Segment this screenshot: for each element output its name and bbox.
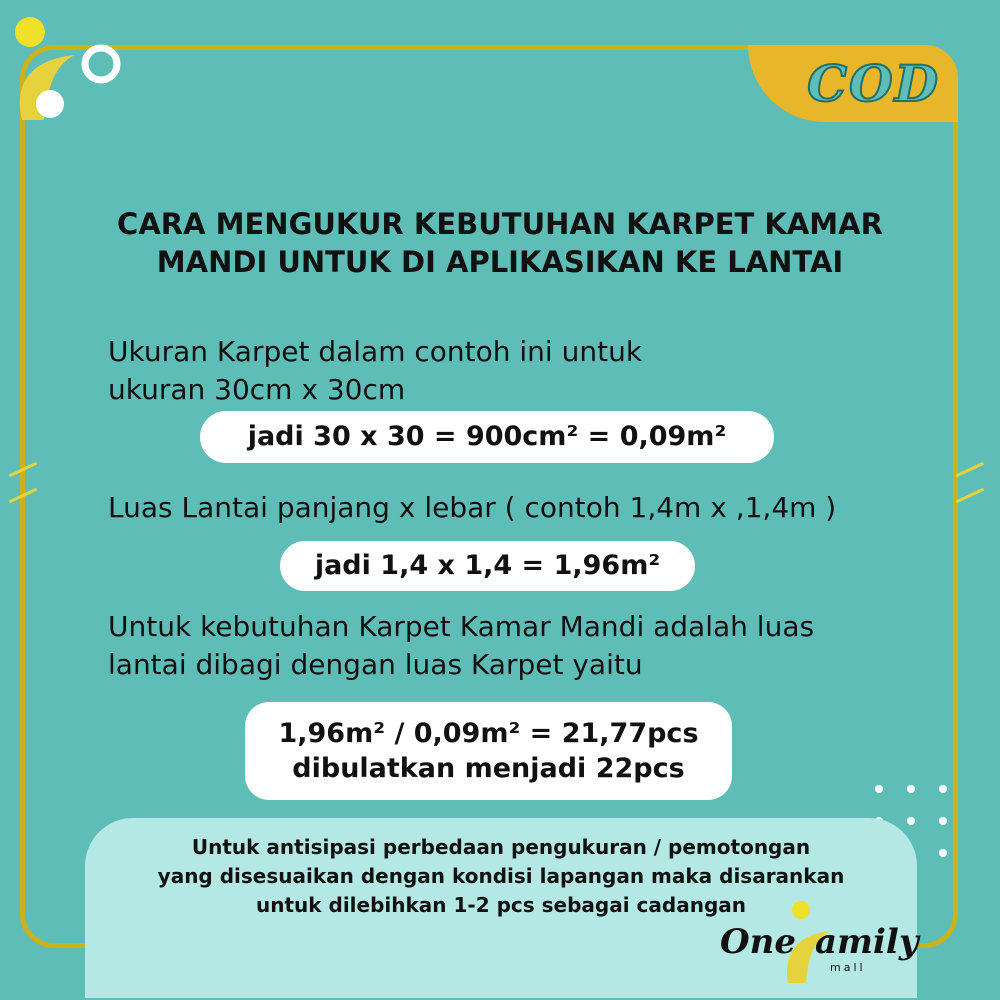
brand-name-end: amily bbox=[815, 922, 919, 962]
note-line-1: Untuk antisipasi perbedaan pengukuran / pemotongan bbox=[191, 835, 811, 859]
frame-slash-right-1 bbox=[956, 462, 984, 477]
note-line-2: yang disesuaikan dengan kondisi lapangan maka disarankan bbox=[157, 864, 845, 888]
brand-mark-icon bbox=[0, 0, 140, 130]
page-title-line-1: CARA MENGUKUR KEBUTUHAN KARPET KAMAR bbox=[117, 207, 883, 241]
requirement-result-line-2: dibulatkan menjadi 22pcs bbox=[292, 753, 685, 784]
carpet-size-line-2: ukuran 30cm x 30cm bbox=[108, 373, 406, 406]
requirement-line-2: lantai dibagi dengan luas Karpet yaitu bbox=[108, 648, 643, 681]
brand-name-start: One bbox=[720, 922, 796, 962]
carpet-size-text bbox=[108, 333, 642, 409]
requirement-text bbox=[108, 608, 814, 684]
requirement-result bbox=[245, 702, 732, 800]
page-title bbox=[60, 205, 940, 281]
brand-sub: mall bbox=[830, 961, 866, 974]
floor-area-result: jadi 1,4 x 1,4 = 1,96m² bbox=[280, 541, 695, 591]
requirement-result-line-1: 1,96m² / 0,09m² = 21,77pcs bbox=[278, 718, 699, 749]
cod-badge-label: COD bbox=[807, 54, 940, 113]
floor-area-text: Luas Lantai panjang x lebar ( contoh 1,4m x ,1,4m ) bbox=[108, 491, 837, 524]
frame-slash-right-2 bbox=[956, 488, 984, 503]
requirement-line-1: Untuk kebutuhan Karpet Kamar Mandi adalah luas bbox=[108, 610, 815, 643]
carpet-size-line-1: Ukuran Karpet dalam contoh ini untuk bbox=[108, 335, 643, 368]
note-line-3: untuk dilebihkan 1-2 pcs sebagai cadangan bbox=[255, 893, 747, 917]
carpet-size-result: jadi 30 x 30 = 900cm² = 0,09m² bbox=[200, 411, 774, 463]
onefamily-logo bbox=[718, 895, 928, 990]
page-title-line-2: MANDI UNTUK DI APLIKASIKAN KE LANTAI bbox=[156, 245, 844, 279]
